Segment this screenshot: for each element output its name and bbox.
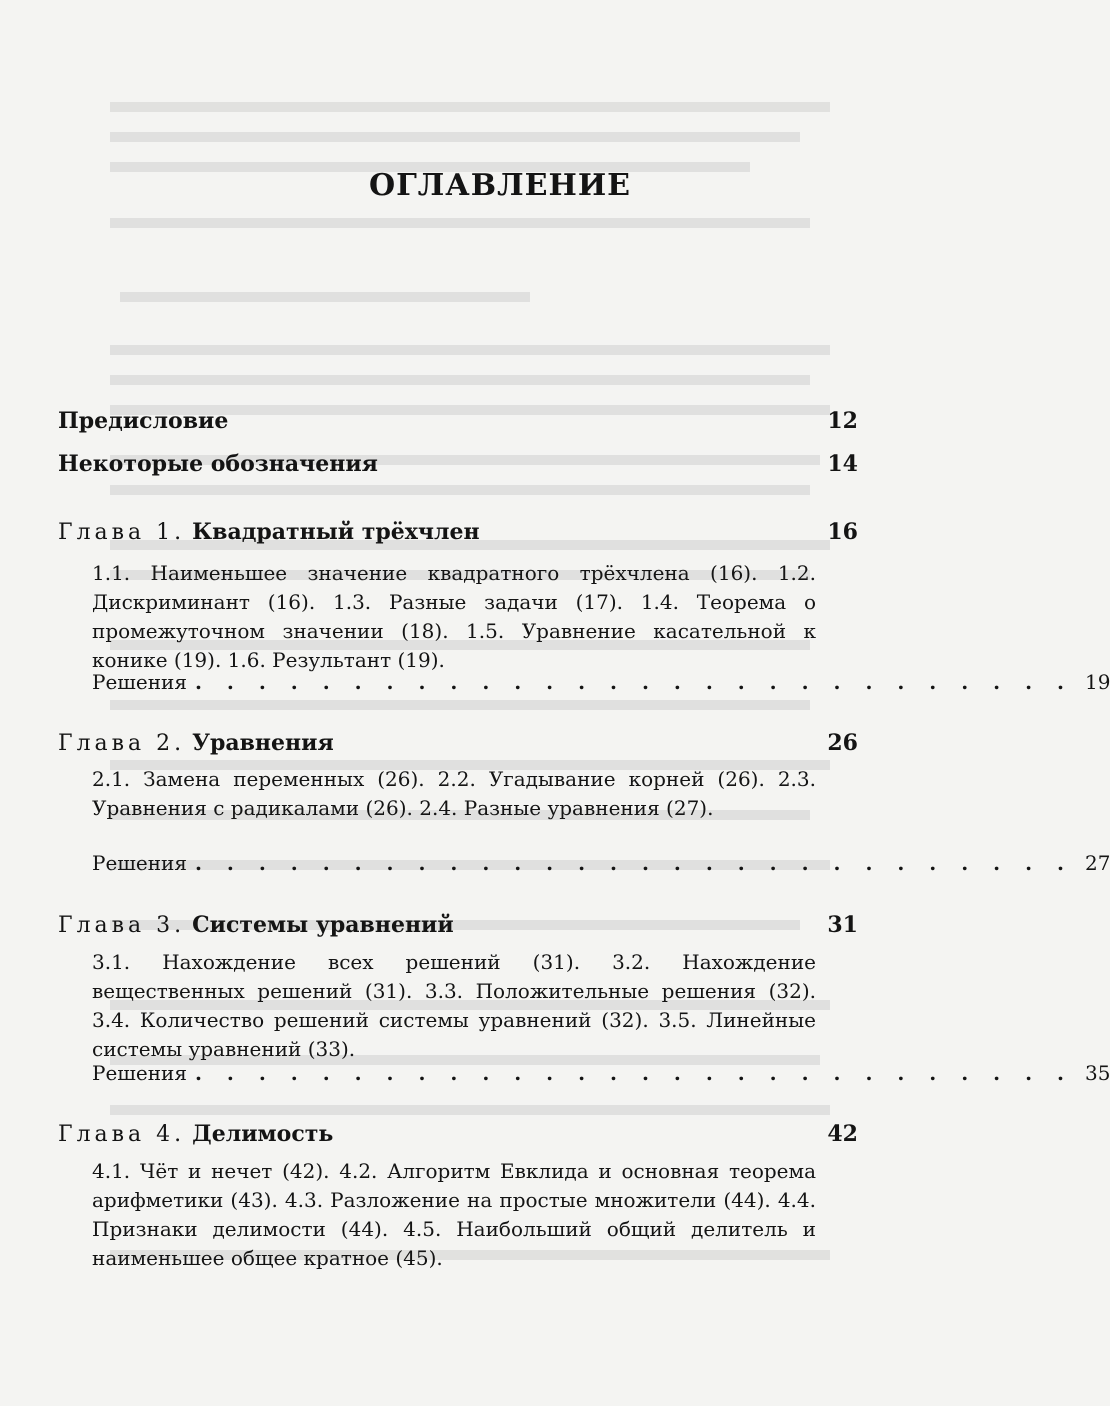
chapter-3-contents: 3.1. Нахождение всех решений (31). 3.2. Нахождение вещественных решений (31). 3.3. Положительные решения (32). 3.4. Количество решений системы уравнений (32). 3.5. Линейные системы уравнений (33).: [92, 950, 816, 1061]
chapter-page: 31: [827, 912, 858, 938]
chapter-4-heading[interactable]: [58, 1121, 858, 1147]
toc-entry-page: 12: [827, 408, 858, 434]
chapter-1-heading[interactable]: [58, 519, 858, 545]
chapter-prefix: Глава 2.: [58, 731, 186, 756]
toc-entry-notation[interactable]: [58, 451, 858, 477]
chapter-page: 16: [827, 519, 858, 545]
page-title: ОГЛАВЛЕНИЕ: [368, 168, 632, 203]
chapter-3-heading[interactable]: [58, 912, 858, 938]
chapter-2-heading[interactable]: [58, 730, 858, 756]
answers-label: Решения: [92, 670, 187, 694]
answers-label: Решения: [92, 851, 187, 875]
leader-dots: . . . . . . . . . . . . . . . . . . . . . . . . . . . .: [195, 851, 1073, 875]
toc-entry-page: 14: [827, 451, 858, 477]
chapter-title: Уравнения: [192, 730, 334, 756]
chapter-prefix: Глава 3.: [58, 913, 186, 938]
chapter-title: Делимость: [192, 1121, 334, 1147]
chapter-title: Квадратный трёхчлен: [192, 519, 480, 545]
chapter-prefix: Глава 1.: [58, 520, 186, 545]
chapter-4-contents: 4.1. Чёт и нечет (42). 4.2. Алгоритм Евклида и основная теорема арифметики (43). 4.3. Разложение на простые множители (44). 4.4. Признаки делимости (44). 4.5. Наибольший общий делитель и наименьшее общее кратное (45).: [92, 1159, 816, 1270]
toc-entry-label: Предисловие: [58, 408, 229, 434]
chapter-1-answers[interactable]: [92, 670, 1110, 694]
chapter-1-contents: 1.1. Наименьшее значение квадратного трёхчлена (16). 1.2. Дискриминант (16). 1.3. Разные задачи (17). 1.4. Теорема о промежуточном значении (18). 1.5. Уравнение касательной к конике (19). 1.6. Результант (19).: [92, 561, 816, 672]
chapter-3-answers[interactable]: [92, 1061, 1110, 1085]
chapter-prefix: Глава 4.: [58, 1122, 186, 1147]
chapter-2-answers[interactable]: [92, 851, 1110, 875]
chapter-page: 42: [827, 1121, 858, 1147]
toc-entry-label: Некоторые обозначения: [58, 451, 378, 477]
leader-dots: . . . . . . . . . . . . . . . . . . . . . . . . . . . .: [195, 1061, 1073, 1085]
answers-page: 35: [1084, 1061, 1110, 1085]
toc-entry-preface[interactable]: [58, 408, 858, 434]
answers-page: 19: [1084, 670, 1110, 694]
chapter-title: Системы уравнений: [192, 912, 454, 938]
chapter-2-contents: 2.1. Замена переменных (26). 2.2. Угадывание корней (26). 2.3. Уравнения с радикалами (26). 2.4. Разные уравнения (27).: [92, 767, 816, 820]
leader-dots: . . . . . . . . . . . . . . . . . . . . . . . . . . . .: [195, 670, 1073, 694]
answers-label: Решения: [92, 1061, 187, 1085]
chapter-page: 26: [827, 730, 858, 756]
answers-page: 27: [1084, 851, 1110, 875]
